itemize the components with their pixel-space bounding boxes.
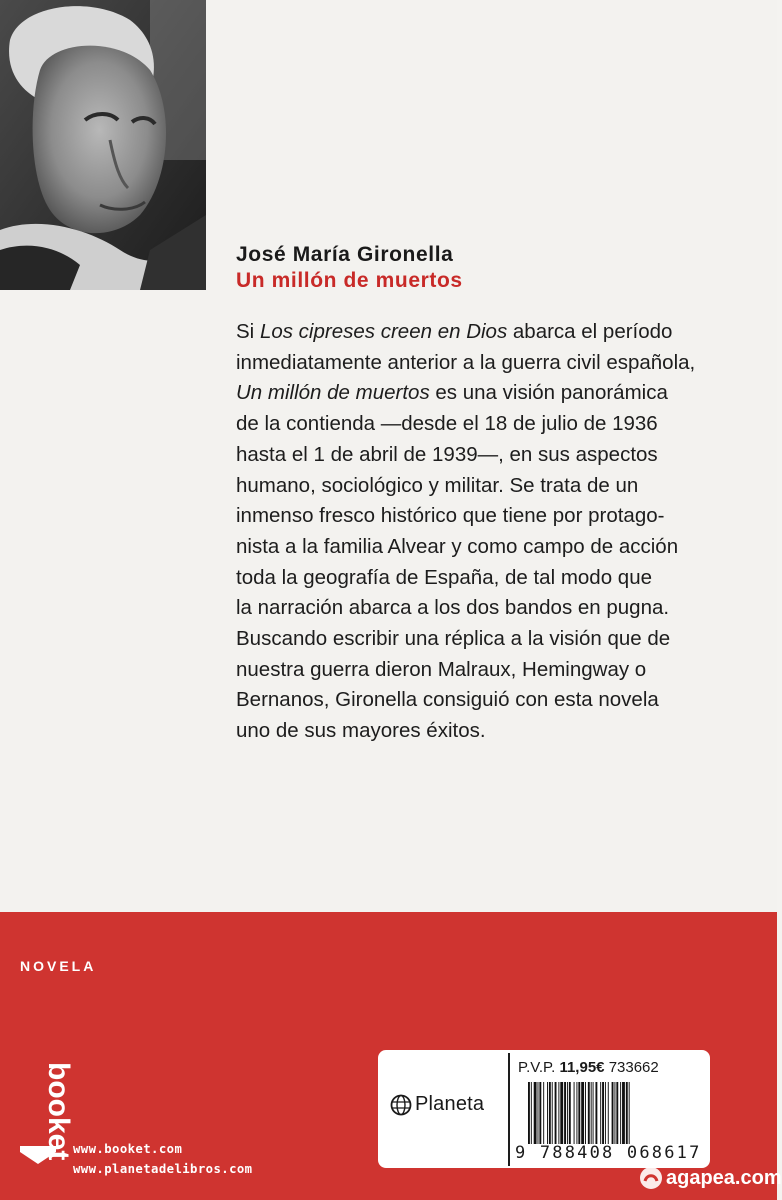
barcode-bar [591,1082,592,1144]
barcode-bar [547,1082,548,1144]
synopsis-italic-title: Los cipreses creen en Dios [259,320,508,343]
barcode-bar [588,1082,590,1144]
author-photo [0,0,206,290]
synopsis-fragment: la narración abarca a los dos bandos en pugna. [236,596,670,620]
synopsis-text [236,317,756,747]
barcode-bar [616,1082,618,1144]
barcode-bar [602,1082,604,1144]
barcode-divider [508,1053,510,1166]
synopsis-line [236,409,756,440]
barcode-bar [539,1082,541,1144]
barcode-bar [552,1082,553,1144]
barcode-bar [528,1082,530,1144]
website-links [73,1139,252,1179]
agapea-watermark-text: agapea.com [666,1166,782,1189]
barcode-bar [569,1082,571,1144]
barcode-bar [585,1082,586,1144]
barcode-bar [576,1082,577,1144]
barcode-bar [614,1082,615,1144]
synopsis-line [236,563,756,594]
synopsis-line [236,471,756,502]
barcode-bar [567,1082,568,1144]
synopsis-line [236,655,756,686]
barcode-bar [608,1082,609,1144]
genre-label: NOVELA [20,958,97,974]
synopsis-fragment: es una visión panorámica [429,381,668,405]
barcode-bar [593,1082,594,1144]
booket-logo-text: booket [42,1062,75,1161]
barcode-bar [578,1082,580,1144]
synopsis-line [236,685,756,716]
barcode-bar [620,1082,621,1144]
barcode-bar [600,1082,601,1144]
synopsis-line [236,501,756,532]
barcode-bar [534,1082,537,1144]
url-planetadelibros[interactable]: www.planetadelibros.com [73,1162,253,1176]
synopsis-line [236,440,756,471]
booket-tag-icon [18,1060,75,1165]
synopsis-line [236,317,756,348]
planeta-logo [390,1093,484,1116]
price-code: 733662 [608,1059,659,1076]
barcode-bar [543,1082,544,1144]
agapea-logo-icon [639,1166,663,1190]
synopsis-italic-title: Un millón de muertos [236,381,430,405]
barcode-bar [564,1082,566,1144]
author-name: José María Gironella [236,243,454,266]
barcode-bar [629,1082,630,1144]
book-title: Un millón de muertos [236,269,463,292]
barcode-bar [560,1082,563,1144]
isbn-barcode [528,1082,700,1144]
barcode-bar [555,1082,557,1144]
price-amount: 11,95€ [559,1059,605,1076]
synopsis-fragment: nista a la familia Alvear y como campo de acción [236,534,679,558]
barcode-bar [531,1082,532,1144]
planeta-globe-icon [390,1094,412,1116]
synopsis-fragment: inmediatamente anterior a la guerra civil española, [236,350,696,374]
barcode-bar [558,1082,559,1144]
synopsis-fragment: humano, sociológico y militar. Se trata de un [236,473,639,497]
barcode-bar [595,1082,597,1144]
synopsis-fragment: uno de sus mayores éxitos. [236,719,486,743]
barcode-bar [574,1082,575,1144]
synopsis-fragment: toda la geografía de España, de tal modo que [236,565,653,589]
synopsis-fragment: de la contienda —desde el 18 de julio de 1936 [236,412,658,436]
barcode-bar [538,1082,539,1144]
synopsis-fragment: abarca el período [507,320,673,343]
synopsis-fragment: Si [236,320,260,343]
agapea-watermark [639,1166,782,1190]
planeta-label: Planeta [415,1093,485,1115]
synopsis-fragment: inmenso fresco histórico que tiene por protago- [236,504,665,528]
synopsis-line [236,348,756,379]
isbn-number: 9 788408 068617 [515,1143,702,1163]
synopsis-fragment: Buscando escribir una réplica a la visión que de [236,627,671,651]
synopsis-fragment: Bernanos, Gironella consiguió con esta novela [236,688,659,712]
barcode-bar [549,1082,551,1144]
barcode-bar [581,1082,584,1144]
synopsis-line [236,378,756,409]
barcode-bar [622,1082,625,1144]
synopsis-line [236,593,756,624]
synopsis-fragment: nuestra guerra dieron Malraux, Hemingway o [236,657,647,681]
synopsis-line [236,716,756,747]
barcode-bar [612,1082,614,1144]
synopsis-line [236,532,756,563]
barcode-bar [605,1082,606,1144]
url-booket[interactable]: www.booket.com [73,1142,183,1156]
price-prefix: P.V.P. [518,1059,556,1076]
price-line [518,1059,659,1076]
synopsis-line [236,624,756,655]
barcode-bar [626,1082,628,1144]
synopsis-fragment: hasta el 1 de abril de 1939—, en sus aspectos [236,442,658,466]
booket-logo [18,1060,75,1165]
